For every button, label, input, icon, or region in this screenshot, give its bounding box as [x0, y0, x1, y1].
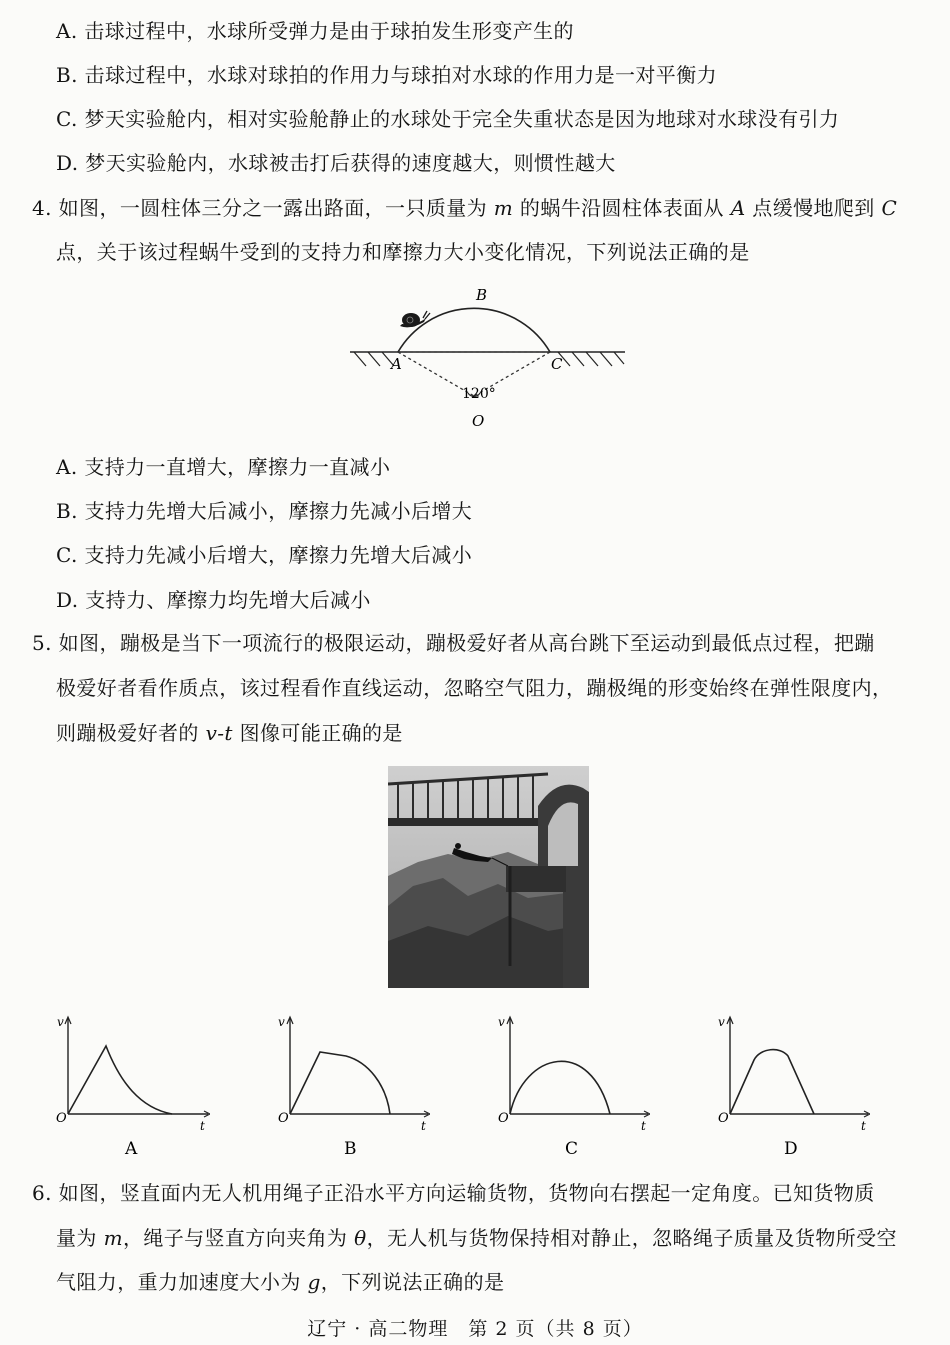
page-footer: 辽宁 · 高二物理 第 2 页（共 8 页） [307, 1318, 643, 1340]
svg-text:v: v [57, 1015, 64, 1029]
q3-option-c: C. 梦天实验舱内，相对实验舱静止的水球处于完全失重状态是因为地球对水球没有引力 [56, 107, 840, 131]
graph-label-c: C [565, 1139, 579, 1159]
graph-label-b: B [344, 1139, 357, 1159]
svg-text:O: O [56, 1111, 67, 1126]
svg-text:t: t [200, 1119, 205, 1133]
snail-icon [400, 311, 430, 327]
q3-option-a: A. 击球过程中，水球所受弹力是由于球拍发生形变产生的 [56, 19, 574, 43]
q5-stem-line3: 则蹦极爱好者的 v-t 图像可能正确的是 [56, 721, 403, 745]
vt-graph-b [270, 1012, 430, 1162]
q4-cylinder-figure [340, 280, 640, 430]
q6-stem-line3: 气阻力，重力加速度大小为 g，下列说法正确的是 [56, 1270, 505, 1294]
vt-graph-c [490, 1012, 650, 1162]
q3-option-b: B. 击球过程中，水球对球拍的作用力与球拍对水球的作用力是一对平衡力 [56, 63, 718, 87]
graph-label-a: A [125, 1139, 138, 1159]
q4-option-a: A. 支持力一直增大，摩擦力一直减小 [56, 455, 391, 479]
q5-stem-line1: 5. 如图，蹦极是当下一项流行的极限运动，蹦极爱好者从高台跳下至运动到最低点过程，把蹦 [32, 631, 875, 655]
q5-stem-line2: 极爱好者看作质点，该过程看作直线运动，忽略空气阻力，蹦极绳的形变始终在弹性限度内， [56, 676, 893, 700]
q4-stem-line1: 4. 如图，一圆柱体三分之一露出路面，一只质量为 m 的蜗牛沿圆柱体表面从 A 点缓慢地爬到 C [32, 196, 898, 220]
svg-text:O: O [718, 1111, 729, 1126]
q6-stem-line2: 量为 m，绳子与竖直方向夹角为 θ，无人机与货物保持相对静止，忽略绳子质量及货物所受空 [56, 1226, 897, 1250]
label-b: B [476, 286, 488, 304]
bungee-photo [388, 766, 589, 988]
label-a: A [391, 355, 402, 373]
svg-text:v: v [718, 1015, 725, 1029]
svg-text:v: v [498, 1015, 505, 1029]
svg-text:t: t [641, 1119, 646, 1133]
cylinder-arc [398, 308, 550, 352]
q3-option-d: D. 梦天实验舱内，水球被击打后获得的速度越大，则惯性越大 [56, 151, 616, 175]
svg-text:t: t [421, 1119, 426, 1133]
svg-text:O: O [278, 1111, 289, 1126]
graph-label-d: D [784, 1139, 798, 1159]
svg-text:O: O [498, 1111, 509, 1126]
q4-stem-line2: 点，关于该过程蜗牛受到的支持力和摩擦力大小变化情况，下列说法正确的是 [56, 240, 750, 264]
vt-graph-d [710, 1012, 870, 1162]
angle-label: 120° [462, 386, 496, 402]
label-c: C [551, 355, 563, 373]
q4-option-c: C. 支持力先减小后增大，摩擦力先增大后减小 [56, 543, 473, 567]
label-o: O [472, 412, 485, 430]
svg-text:t: t [861, 1119, 866, 1133]
q4-option-b: B. 支持力先增大后减小，摩擦力先减小后增大 [56, 499, 473, 523]
vt-graph-a [50, 1012, 210, 1162]
q6-stem-line1: 6. 如图，竖直面内无人机用绳子正沿水平方向运输货物，货物向右摆起一定角度。已知货物质 [32, 1181, 875, 1205]
svg-text:v: v [278, 1015, 285, 1029]
q4-option-d: D. 支持力、摩擦力均先增大后减小 [56, 588, 371, 612]
